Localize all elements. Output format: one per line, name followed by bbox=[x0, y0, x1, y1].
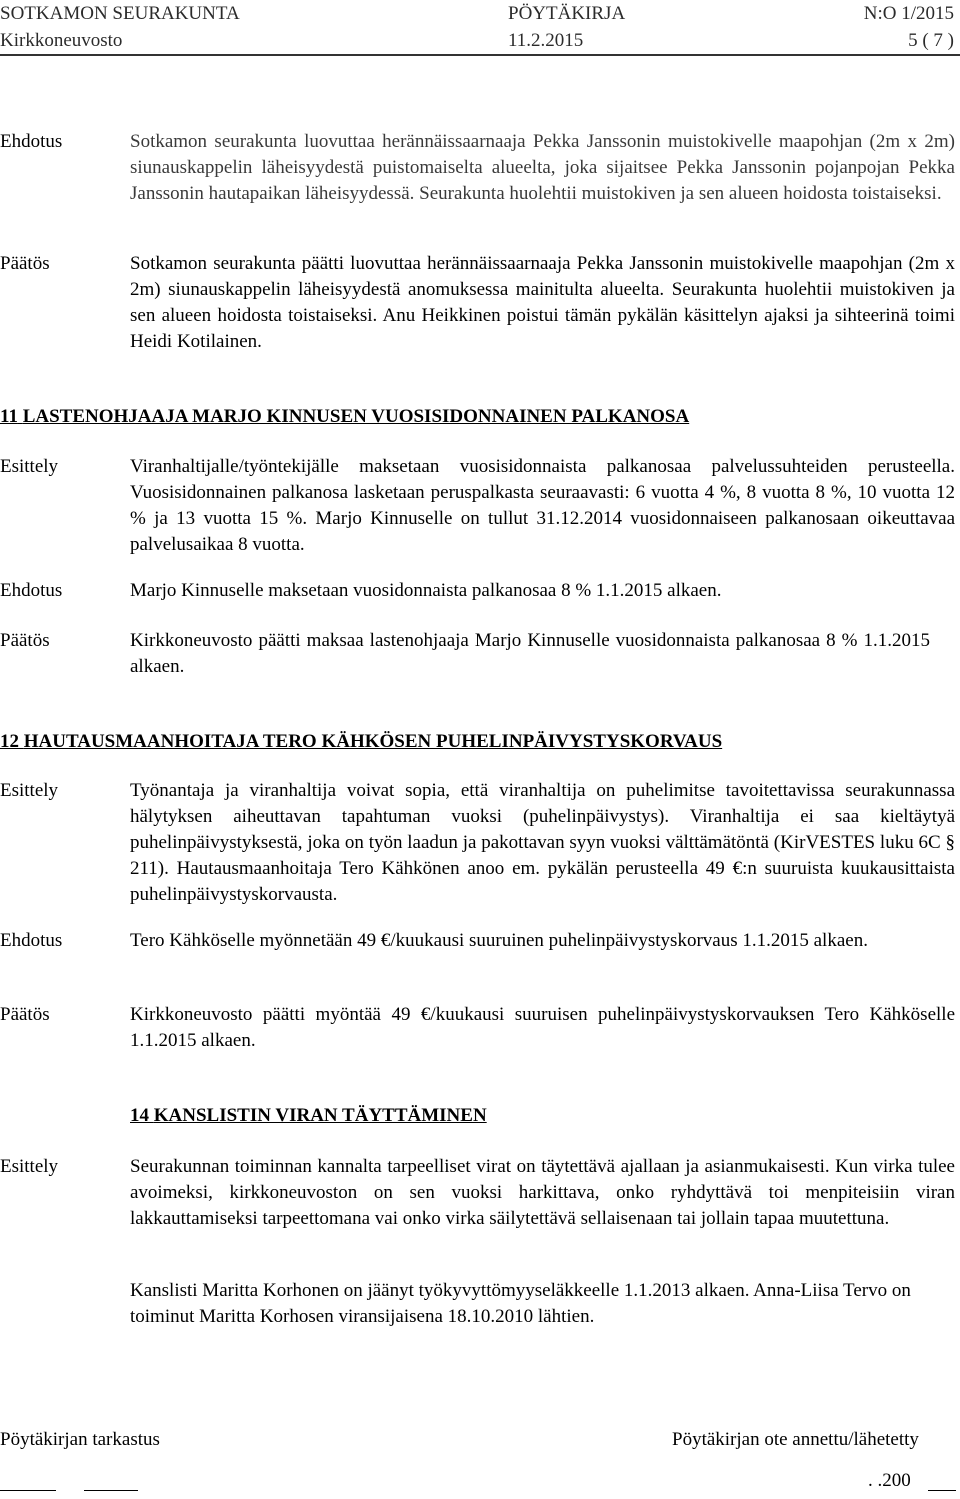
meeting-body: Kirkkoneuvosto bbox=[0, 30, 123, 51]
extract-date-field: . .200 bbox=[868, 1470, 911, 1491]
s12-paatos-label: Päätös bbox=[0, 1004, 50, 1025]
section-14-number: 14 bbox=[130, 1105, 149, 1126]
document-type: PÖYTÄKIRJA bbox=[508, 3, 626, 24]
section-14-title bbox=[130, 1103, 487, 1129]
extract-sent-label: Pöytäkirjan ote annettu/lähetetty bbox=[672, 1429, 919, 1450]
extract-date-line bbox=[928, 1490, 956, 1491]
parish-name: SOTKAMON SEURAKUNTA bbox=[0, 3, 240, 24]
s14-esittely-text-2: Kanslisti Maritta Korhonen on jäänyt työkyvyttömyyseläkkeelle 1.1.2013 alkaen. Anna-Liisa Tervo on toiminut Maritta Korhosen viransijaisena 18.10.2010 lähtien. bbox=[130, 1280, 911, 1327]
s14-esittely-label: Esittely bbox=[0, 1156, 59, 1177]
s12-esittely-label: Esittely bbox=[0, 780, 59, 801]
header-divider bbox=[0, 54, 960, 56]
s11-paatos-text: Kirkkoneuvosto päätti maksaa lastenohjaaja Marjo Kinnuselle vuosidonnaista palkanosaa 8 % 1.1.2015 alkaen. bbox=[130, 630, 930, 677]
section-11-title bbox=[0, 404, 689, 430]
signature-line-1 bbox=[0, 1490, 56, 1491]
meeting-date: 11.2.2015 bbox=[508, 30, 584, 51]
s11-ehdotus-text: Marjo Kinnuselle maksetaan vuosidonnaista palkanosaa 8 % 1.1.2015 alkaen. bbox=[130, 580, 722, 601]
section-12-heading: HAUTAUSMAANHOITAJA TERO KÄHKÖSEN PUHELINPÄIVYSTYSKORVAUS bbox=[23, 731, 723, 752]
document-number: N:O 1/2015 bbox=[863, 3, 954, 24]
s12-esittely-text: Työnantaja ja viranhaltija voivat sopia, että viranhaltija on puhelimitse tavoitettavissa seurakunnassa hälytyksen aiheuttavan tapahtuman vuoksi (puhelinpäivystys). Viranhaltija ei saa kieltäytyä puhelinpäivystyksestä, joka on työn laadun ja pakottavan syyn vuoksi välttämätöntä (KirVESTES luku 6C § 211). Hautausmaanhoitaja Tero Kähkönen anoo em. pykälän perusteella 49 €:n suuruista kuukausittaista puhelinpäivystyskorvausta. bbox=[130, 780, 955, 905]
s14-esittely-text-1: Seurakunnan toiminnan kannalta tarpeelliset virat on täytettävä ajallaan ja asianmukaisesti. Kun virka tulee avoimeksi, kirkkoneuvoston on sen vuoksi harkittava, onko ryhdyttävä toi menpiteisiin viran lakkauttamiseksi tarpeettomana vai onko virka säilytettävä sellaisenaan tai jollain tapaa muutettuna. bbox=[130, 1156, 955, 1229]
section-12-number: 12 bbox=[0, 731, 19, 752]
prev-paatos-label: Päätös bbox=[0, 253, 50, 274]
s11-paatos-label: Päätös bbox=[0, 630, 50, 651]
page-number: 5 ( 7 ) bbox=[908, 30, 954, 51]
s12-ehdotus-text: Tero Kähköselle myönnetään 49 €/kuukausi suuruinen puhelinpäivystyskorvaus 1.1.2015 alkaen. bbox=[130, 930, 868, 951]
prev-paatos-text: Sotkamon seurakunta päätti luovuttaa herännäissaarnaaja Pekka Janssonin muistokivelle maapohjan (2m x 2m) siunauskappelin läheisyydestä anomuksessa mainitulta alueelta. Seurakunta huolehtii muistokiven ja sen alueen hoidosta toistaiseksi. Anu Heikkinen poistui tämän pykälän käsittelyn ajaksi ja sihteerinä toimi Heidi Kotilainen. bbox=[130, 253, 955, 352]
s12-paatos-text: Kirkkoneuvosto päätti myöntää 49 €/kuukausi suuruisen puhelinpäivystyskorvauksen Tero Kähköselle 1.1.2015 alkaen. bbox=[130, 1004, 955, 1051]
minutes-review-label: Pöytäkirjan tarkastus bbox=[0, 1429, 160, 1450]
prev-ehdotus-text: Sotkamon seurakunta luovuttaa herännäissaarnaaja Pekka Janssonin muistokivelle maapohjan (2m x 2m) siunauskappelin läheisyydestä puistomaiselta alueelta, joka sijaitsee Pekka Janssonin pojanpojan Pekka Janssonin hautapaikan läheisyydessä. Seurakunta huolehtii muistokiven ja sen alueen hoidosta toistaiseksi. bbox=[130, 131, 955, 204]
s11-ehdotus-label: Ehdotus bbox=[0, 580, 63, 601]
section-14-heading: KANSLISTIN VIRAN TÄYTTÄMINEN bbox=[153, 1105, 487, 1126]
s11-esittely-label: Esittely bbox=[0, 456, 59, 477]
section-11-heading: LASTENOHJAAJA MARJO KINNUSEN VUOSISIDONNAINEN PALKANOSA bbox=[22, 406, 690, 427]
page-header-row-1 bbox=[0, 3, 960, 25]
prev-ehdotus-label: Ehdotus bbox=[0, 131, 63, 152]
section-12-title bbox=[0, 729, 722, 755]
s11-esittely-text: Viranhaltijalle/työntekijälle maksetaan vuosisidonnaista palkanosaa palvelussuhteiden perusteella. Vuosisidonnainen palkanosa lasketaan peruspalkasta seuraavasti: 6 vuotta 4 %, 8 vuotta 8 %, 10 vuotta 12 % ja 13 vuotta 15 %. Marjo Kinnuselle on tullut 31.12.2014 vuosidonnaiseen palkanosaan oikeuttavaa palvelusaikaa 8 vuotta. bbox=[130, 456, 955, 555]
page-header-row-2 bbox=[0, 30, 960, 52]
s12-ehdotus-label: Ehdotus bbox=[0, 930, 63, 951]
section-11-number: 11 bbox=[0, 406, 18, 427]
signature-line-2 bbox=[84, 1490, 138, 1491]
